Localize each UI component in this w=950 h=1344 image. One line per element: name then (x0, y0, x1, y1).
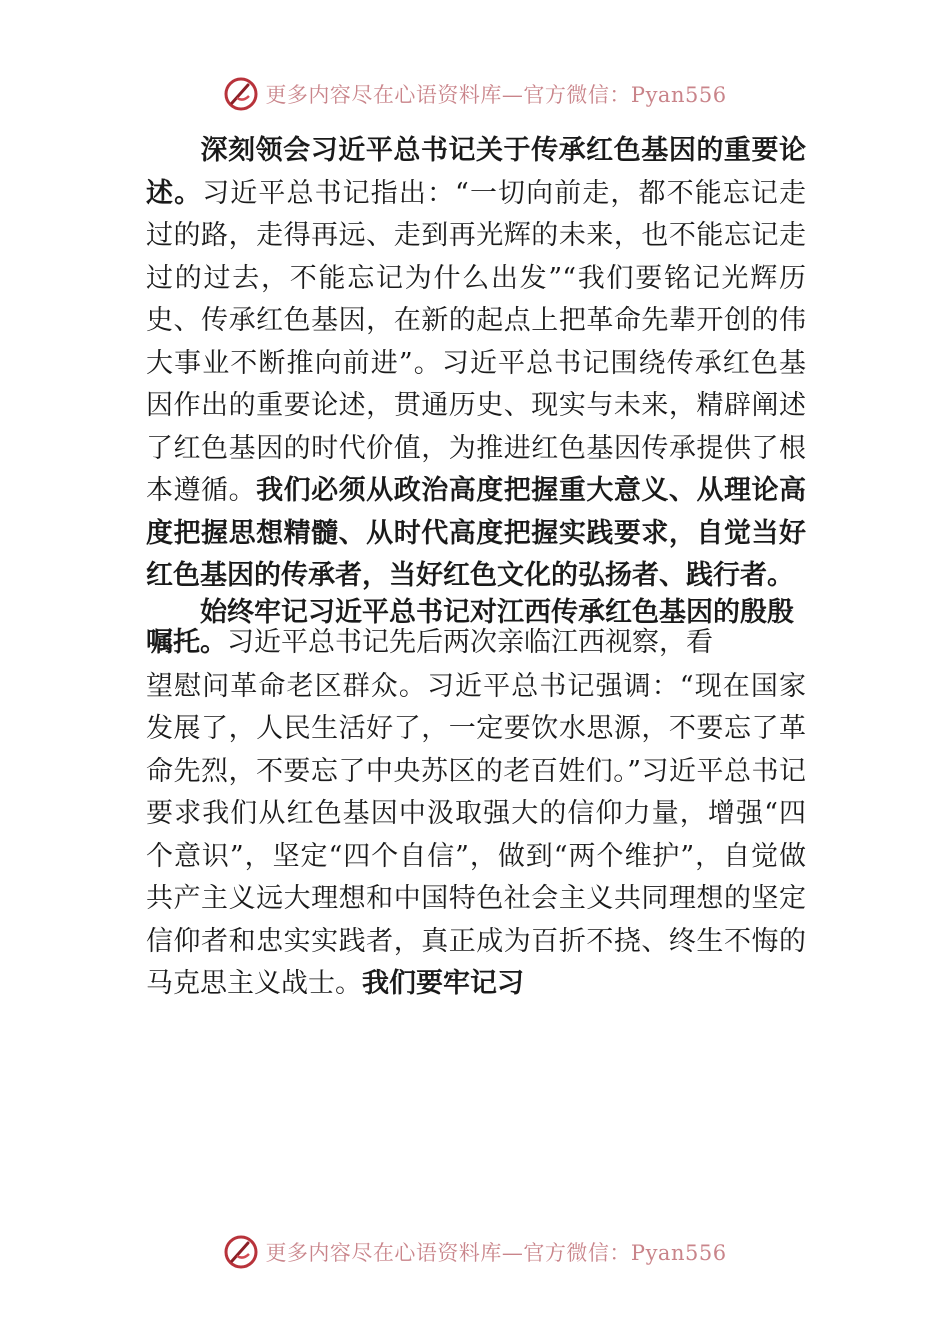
red-brush-logo-icon (223, 1234, 259, 1270)
document-body (146, 130, 806, 1006)
section1-heading: 深刻领会习近平总书记关于传承红色基因的重要论述。 (146, 135, 806, 209)
footer-banner-text: 更多内容尽在心语资料库—官方微信：Pyan556 (265, 1241, 727, 1265)
section1-paragraph (146, 130, 806, 598)
page-footer-banner (0, 1230, 950, 1274)
section1-body: 习近平总书记指出：“一切向前走，都不能忘记走过的路，走得再远、走到再光辉的未来，也不能忘记走过的过去，不能忘记为什么出发”“我们要铭记光辉历史、传承红色基因，在新的起点上把革命先辈开创的伟大事业不断推向前进”。习近平总书记围绕传承红色基因作出的重要论述，贯通历史、现实与未来，精辟阐述了红色基因的时代价值，为推进红色基因传承提供了根本遵循。 (146, 177, 807, 506)
header-banner-text: 更多内容尽在心语资料库—官方微信：Pyan556 (265, 83, 727, 107)
section2-heading-block (146, 598, 806, 658)
section2-paragraph (146, 666, 806, 1006)
section1-conclusion: 我们必须从政治高度把握重大意义、从理论高度把握思想精髓、从时代高度把握实践要求，自觉当好红色基因的传承者，当好红色文化的弘扬者、践行者。 (146, 475, 807, 591)
page-header-banner (0, 72, 950, 116)
section2-heading: 始终牢记习近平总书记对江西传承红色基因的殷殷嘱托。 (146, 596, 794, 658)
section2-conclusion-start: 我们要牢记习 (362, 968, 524, 999)
section2-body-start: 习近平总书记先后两次亲临江西视察，看 (227, 626, 713, 658)
red-brush-logo-icon (223, 76, 259, 112)
section2-body: 望慰问革命老区群众。习近平总书记强调：“现在国家发展了，人民生活好了，一定要饮水思源，不要忘了革命先烈，不要忘了中央苏区的老百姓们。”习近平总书记要求我们从红色基因中汲取强大的信仰力量，增强“四个意识”，坚定“四个自信”，做到“两个维护”，自觉做共产主义远大理想和中国特色社会主义共同理想的坚定信仰者和忠实实践者，真正成为百折不挠、终生不悔的马克思主义战士。 (146, 670, 806, 999)
